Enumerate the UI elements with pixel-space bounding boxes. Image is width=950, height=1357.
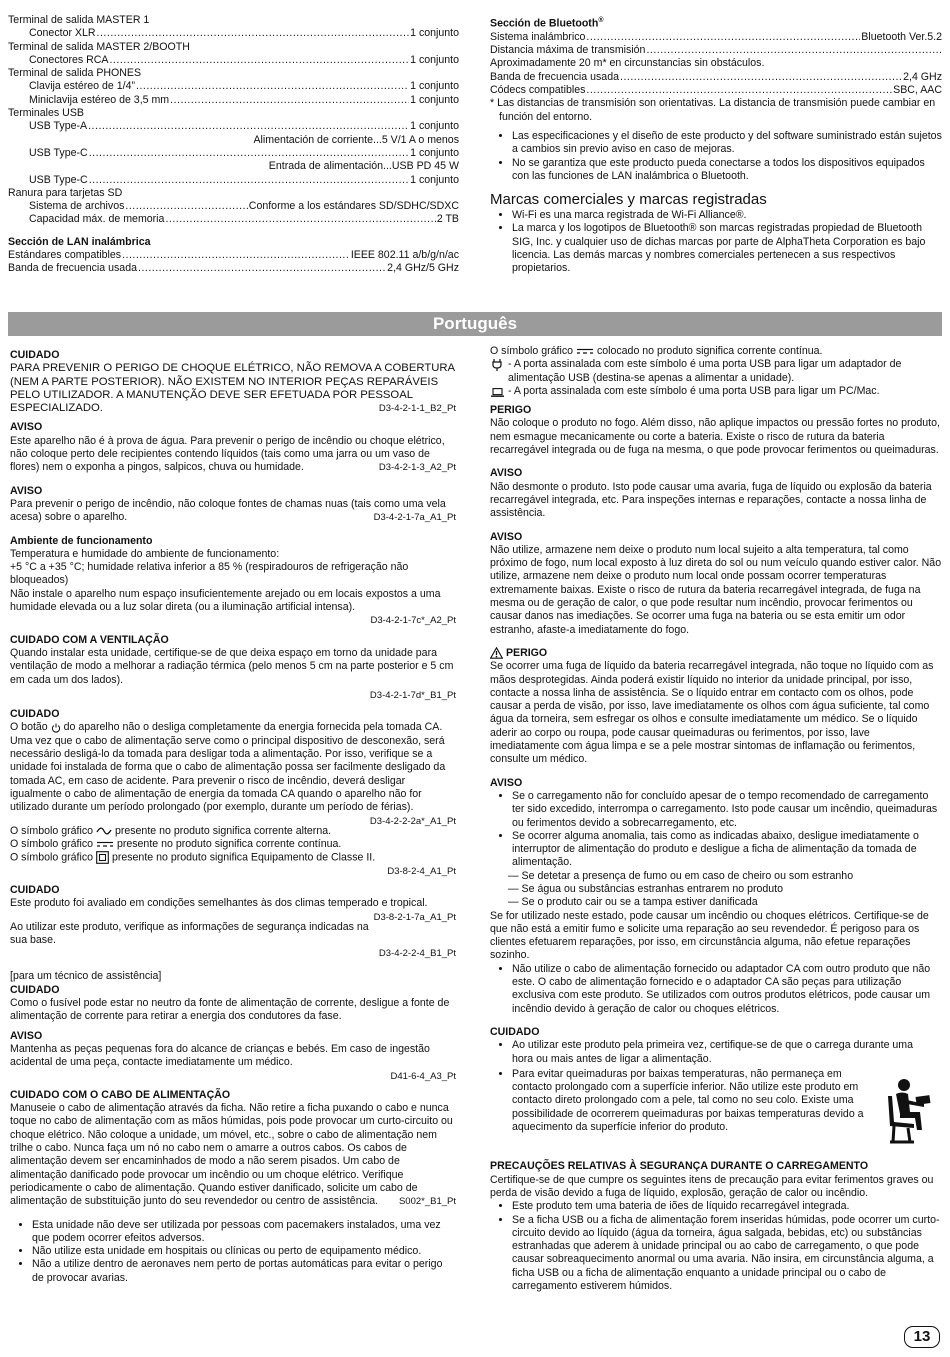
- notes-list: [490, 130, 942, 183]
- list-item: • Se o carregamento não for concluído apesar de o tempo recomendado de carregamento ter sido excedido, interrompa o carregamento. Isto pode causar um incêndio, queimaduras ou ferimentos devido a sobrecarregamento, etc.: [512, 790, 942, 830]
- spec-row: [8, 249, 459, 262]
- symbol-line: O símbolo gráfico colocado no produto significa corrente contínua.: [490, 345, 823, 357]
- spec-list-right: [490, 14, 942, 276]
- spec-label: Banda de frecuencia usada: [490, 70, 619, 83]
- list-item: • Esta unidade não deve ser utilizada por pessoas com pacemakers instalados, uma vez que podem ocorrer efeitos adversos.: [32, 1219, 456, 1246]
- spec-row: [8, 94, 459, 107]
- spec-value: 1 conjunto: [410, 27, 459, 40]
- warning-list: [490, 790, 942, 870]
- spec-value: Bluetooth Ver.5.2: [861, 30, 942, 43]
- warning-heading: AVISO: [490, 776, 523, 789]
- power-plug-icon: [492, 359, 502, 371]
- standby-icon: [51, 723, 61, 733]
- list-item: • Para evitar queimaduras por baixas temperaturas, não permaneça em contacto prolongado com a superfície inferior. Não utilize este produto em contacto direto prolongado com a pele, tal como no seu colo. Existe uma possibilidade de ocorrerem queimaduras por baixas temperaturas devido a aquecimento da superfície inferior do produto.: [512, 1068, 872, 1134]
- spec-list-left: [8, 14, 459, 276]
- service-note: [para um técnico de assistência]: [10, 970, 162, 983]
- caution-text: Como o fusível pode estar no neutro da fonte de alimentação de corrente, desligue a fonte de alimentação de corrente para retirar a energia dos condutores da fase.: [10, 997, 450, 1023]
- warning-heading: AVISO: [10, 1029, 43, 1042]
- spec-row: [8, 147, 459, 160]
- spec-group-label: Ranura para tarjetas SD: [8, 186, 123, 199]
- doc-code: D3-4-2-1-7c*_A2_Pt: [370, 615, 456, 627]
- spec-detail: Entrada de alimentación...USB PD 45 W: [268, 160, 459, 173]
- spec-value: 1 conjunto: [410, 146, 459, 159]
- leader-dots: [125, 200, 247, 213]
- charging-safety-text: Certifique-se de que cumpre os seguintes itens de precaução para evitar ferimentos graves ou perda de visão devido a fuga de líquido, explosão, geração de calor ou incêndio.: [490, 1173, 934, 1199]
- doc-code: D3-4-2-1-3_A2_Pt: [378, 462, 456, 474]
- power-cord-heading: CUIDADO COM O CABO DE ALIMENTAÇÃO: [10, 1088, 231, 1101]
- spec-value: 1 conjunto: [410, 120, 459, 133]
- spec-value: Aproximadamente 20 m* en circunstancias sin obstáculos.: [490, 57, 765, 70]
- trademarks-heading: Marcas comerciales y marcas registradas: [490, 191, 767, 209]
- spec-group-label: Terminal de salida MASTER 2/BOOTH: [8, 40, 190, 53]
- list-item: • La marca y los logotipos de Bluetooth® son marcas registradas propiedad de Bluetooth SIG, Inc. y cualquier uso de dichas marcas por parte de AlphaTheta Corporation es bajo licencia. Las demás marcas y nombres comerciales pertenecen a sus respectivos propietarios.: [512, 222, 942, 275]
- usb-power-port-note: - A porta assinalada com este símbolo é uma porta USB para ligar um adaptador de alimentação USB (destina-se apenas a alimentar a unidade).: [490, 358, 942, 385]
- spec-value: IEEE 802.11 a/b/g/n/ac: [350, 249, 459, 262]
- caution-heading: CUIDADO: [10, 349, 60, 361]
- list-item: • Las especificaciones y el diseño de este producto y del software suministrado están sujetos a cambios sin previo aviso en caso de mejoras.: [512, 130, 942, 157]
- spec-row: [8, 27, 459, 40]
- charging-safety-list: [490, 1200, 942, 1293]
- charging-safety-heading: PRECAUÇÕES RELATIVAS À SEGURANÇA DURANTE O CARREGAMENTO: [490, 1160, 869, 1173]
- trademarks-list: [490, 209, 942, 275]
- leader-dots: [165, 213, 435, 226]
- spec-label: Estándares compatibles: [8, 249, 122, 262]
- spec-label: Sistema de archivos: [29, 200, 125, 213]
- danger-text: Não coloque o produto no fogo. Além disso, não aplique impactos ou pressão fortes no produto, nem esmague mecanicamente ou corte a bateria. Existe o risco de rutura da bateria recarregável integrada ou de fuga na mesma, o que pode provocar ferimentos ou queimaduras.: [490, 417, 940, 457]
- spec-group-label: Terminal de salida PHONES: [8, 67, 142, 80]
- spec-value: 1 conjunto: [410, 173, 459, 186]
- footnote: * Las distancias de transmisión son orientativas. La distancia de transmisión puede cambiar en función del entorno.: [490, 97, 936, 123]
- spec-row: [8, 262, 459, 275]
- spec-value: 1 conjunto: [410, 53, 459, 66]
- spec-value: 1 conjunto: [410, 80, 459, 93]
- spec-label: Conector XLR: [29, 27, 96, 40]
- spec-group-label: Terminal de salida MASTER 1: [8, 14, 150, 26]
- spec-label: Códecs compatibles: [490, 84, 586, 97]
- warning-text: Não desmonte o produto. Isto pode causar uma avaria, fuga de líquido ou explosão da bateria recarregável integrada, etc. Para inspeções internas e reparações, contacte a nossa linha de assistência.: [490, 480, 932, 520]
- spec-row: [8, 80, 459, 93]
- doc-code: D3-4-2-2-4_B1_Pt: [378, 948, 456, 960]
- warning-heading: AVISO: [490, 530, 523, 543]
- warning-text: Mantenha as peças pequenas fora do alcance de crianças e bebés. Em caso de ingestão acidental de uma peça, contacte imediatamente um médico.: [10, 1042, 430, 1069]
- spec-group-label: Terminales USB: [8, 107, 84, 120]
- warning-text: Para prevenir o perigo de incêndio, não coloque fontes de chamas nuas (tais como uma vela acesa) sobre o aparelho. D3-4-2-1-7a_A1_Pt: [10, 497, 456, 524]
- warning-text: Este aparelho não é à prova de água. Para prevenir o perigo de incêndio ou choque elétrico, não coloque perto dele recipientes contendo líquidos (tais como uma jarra ou um vaso de flores) nem o exponha a pingos, salpicos, chuva ou humidade. D3-4-2-1-3_A2_Pt: [10, 434, 456, 474]
- spec-row: Distancia máxima de transmisión .....: [490, 44, 942, 57]
- spec-value: 2,4 GHz: [903, 70, 942, 83]
- ventilation-text: Quando instalar esta unidade, certifique-se de que deixa espaço em torno da unidade para ventilação de modo a melhorar a radiação térmica (pelo menos 5 cm na parte posterior e 5 cm em cada um dos lados).: [10, 646, 454, 686]
- caution-heading: CUIDADO: [10, 983, 60, 996]
- list-item: • Não utilize o cabo de alimentação fornecido ou adaptador CA com outro produto que não este. O cabo de alimentação fornecido e o adaptador CA são peças para utilização exclusiva com este produto. Se utilizados com outros produtos elétricos, pode causar um incêndio devido à geração de calor ou choques elétricos.: [512, 963, 942, 1016]
- spec-label: Clavija estéreo de 1/4”: [29, 80, 135, 93]
- leader-dots: [620, 71, 902, 84]
- spec-row: [8, 174, 459, 187]
- list-item: • Se ocorrer alguma anomalia, tais como as indicadas abaixo, desligue imediatamente o interruptor de alimentação do produto e desligue a ficha de alimentação da tomada de alimentação.: [512, 830, 942, 870]
- direct-current-icon: [96, 840, 114, 848]
- anomaly-list: [490, 870, 942, 910]
- doc-code: S002*_B1_Pt: [398, 1196, 456, 1208]
- doc-code: D3-8-2-4_A1_Pt: [387, 865, 456, 877]
- left-column: [10, 349, 456, 1285]
- warning-heading: AVISO: [490, 467, 523, 480]
- warning-triangle-icon: [490, 647, 503, 659]
- danger-text: Se ocorrer uma fuga de líquido da bateria recarregável integrada, não toque no líquido com as mãos desprotegidas. Ainda poderá existir líquido no interior da unidade principal, por isso, contacte a nossa linha de assistência. Se o líquido entrar em contacto com os olhos, pode causar a perda de visão, por isso, lave imediatamente os olhos com água suficiente, tal como água da torneira, sem esfregar os olhos e consulte imediatamente um médico. Se o líquido aderir ao corpo ou roupa, pode causar queimaduras ou ferimentos, por isso, lave imediatamente com água limpa e se a pele mostrar sintomas de inflamação ou ferimentos, consulte um médico.: [490, 660, 934, 766]
- caution-text: Este produto foi avaliado em condições semelhantes às dos climas temperado e tropical. D3-8-2-1-7a_A1_Pt: [10, 897, 456, 923]
- page-number: 13: [904, 1326, 940, 1348]
- spec-row: [490, 71, 942, 84]
- spec-value: 2,4 GHz/5 GHz: [387, 262, 459, 275]
- caution-text: PARA PREVENIR O PERIGO DE CHOQUE ELÉTRICO, NÃO REMOVA A COBERTURA (NEM A PARTE POSTERIOR). NÃO EXISTEM NO INTERIOR PEÇAS REPARÁVEIS PELO UTILIZADOR. A MANUTENÇÃO DEVE SER EFETUADA POR PESSOAL ESPECIALIZADO. D3-4-2-1-1_B2_Pt: [10, 362, 456, 415]
- leader-dots: [586, 84, 892, 97]
- language-banner: Português: [8, 312, 942, 336]
- dash-item: — Se água ou substâncias estranhas entrarem no produto: [508, 882, 784, 895]
- leader-dots: [122, 249, 350, 262]
- spec-row: [8, 213, 459, 226]
- leader-dots: [109, 54, 409, 67]
- doc-code: D41-6-4_A3_Pt: [390, 1070, 456, 1082]
- danger-heading: PERIGO: [490, 404, 532, 417]
- doc-code: D3-8-2-1-7a_A1_Pt: [373, 911, 456, 923]
- bluetooth-section-heading: Sección de Bluetooth®: [490, 17, 604, 30]
- list-item: • No se garantiza que este producto pueda conectarse a todos los dispositivos equipados con las funciones de LAN inalámbrica o Bluetooth.: [512, 157, 942, 184]
- doc-code: D3-4-2-1-7a_A1_Pt: [373, 512, 456, 524]
- spec-row: [8, 120, 459, 133]
- warning-heading: AVISO: [10, 484, 43, 497]
- doc-code: D3-4-2-1-7d*_B1_Pt: [369, 689, 456, 701]
- dash-item: — Se o produto cair ou se a tampa estiver danificada: [508, 896, 758, 909]
- ventilation-heading: CUIDADO COM A VENTILAÇÃO: [10, 633, 169, 646]
- caution-heading: CUIDADO: [10, 708, 60, 721]
- leader-dots: [89, 147, 409, 160]
- spec-label: USB Type-A: [29, 120, 88, 133]
- direct-current-icon: [576, 347, 594, 355]
- danger-heading: PERIGO: [490, 647, 942, 660]
- leader-dots: [88, 120, 409, 133]
- environment-text: Não instale o aparelho num espaço insuficientemente arejado ou em locais expostos a uma humidade elevada ou a luz solar direta (ou a iluminação artificial intensa).: [10, 587, 441, 614]
- symbol-line: O símbolo gráfico presente no produto significa corrente alterna.: [10, 824, 332, 837]
- warning-text: Se for utilizado neste estado, pode causar um incêndio ou choques elétricos. Certifique-se de que não está a emitir fumo e solicite uma reparação ao seu revendedor. É perigoso para os clientes efetuarem reparações, por isso, em circunstância alguma, não efetue reparações sozinho.: [490, 909, 929, 962]
- symbol-line: O símbolo gráfico presente no produto significa Equipamento de Classe II.: [10, 851, 376, 864]
- symbol-line: O símbolo gráfico presente no produto significa corrente contínua.: [10, 837, 342, 850]
- spec-label: Miniclavija estéreo de 3,5 mm: [29, 93, 170, 106]
- list-item: • Não a utilize dentro de aeronaves nem perto de portas automáticas para evitar o perigo de provocar avarias.: [32, 1258, 456, 1285]
- leader-dots: [97, 27, 410, 40]
- dash-item: — Se detetar a presença de fumo ou em caso de cheiro ou som estranho: [508, 869, 854, 882]
- class-ii-equipment-icon: [96, 851, 109, 864]
- spec-label: Banda de frecuencia usada: [8, 262, 137, 275]
- alternating-current-icon: [96, 827, 112, 835]
- right-column: [490, 345, 942, 1293]
- usb-pc-port-note: - A porta assinalada com este símbolo é uma porta USB para ligar um PC/Mac.: [490, 385, 942, 398]
- leader-dots: [586, 31, 860, 44]
- leader-dots: [138, 262, 386, 275]
- list-item: • Ao utilizar este produto pela primeira vez, certifique-se de que o carrega durante uma hora ou mais antes de ligar a alimentação.: [512, 1039, 942, 1066]
- list-item: • Este produto tem uma bateria de iões de líquido recarregável integrada.: [512, 1200, 942, 1213]
- spec-detail: Alimentación de corriente...5 V/1 A o menos: [253, 133, 459, 146]
- notes-list: [10, 1219, 456, 1285]
- doc-code: D3-4-2-2-2a*_A1_Pt: [369, 815, 456, 827]
- list-item: • Não utilize esta unidade em hospitais ou clínicas ou perto de equipamento médico.: [32, 1245, 456, 1258]
- spec-row: [490, 84, 942, 97]
- warning-heading: AVISO: [10, 421, 43, 434]
- spec-value: 2 TB: [436, 213, 459, 226]
- caution-list: [490, 1039, 942, 1134]
- leader-dots: [136, 80, 409, 93]
- caution-heading: CUIDADO: [10, 883, 60, 896]
- section-heading: Sección de LAN inalámbrica: [8, 235, 151, 248]
- spec-value: Conforme a los estándares SD/SDHC/SDXC: [248, 200, 459, 213]
- laptop-icon: [491, 388, 504, 397]
- environment-heading: Ambiente de funcionamento: [10, 534, 153, 547]
- seated-person-laptop-icon: [880, 1078, 936, 1144]
- spec-label: USB Type-C: [29, 146, 88, 159]
- spec-value: SBC, AAC: [893, 84, 942, 97]
- leader-dots: [89, 174, 409, 187]
- power-cord-text: Manuseie o cabo de alimentação através da ficha. Não retire a ficha puxando o cabo e nunca toque no cabo de alimentação com as mãos húmidas, pois pode provocar um curto-circuito ou choque elétrico. Não coloque a unidade, um móvel, etc., sobre o cabo de alimentação nem trilhe o cabo. Nunca faça um nó no cabo nem o amarre a outros cabos. Os cabos de alimentação devem ser encaminhados de modo a não serem pisados. Um cabo de alimentação danificado pode provocar um incêndio ou um choque elétrico. Verifique periodicamente o cabo de alimentação. Quando estiver danificado, solicite um cabo de alimentação de substituição junto do seu revendedor ou centro de assistência. S002*_B1_Pt: [10, 1102, 456, 1208]
- spec-row: [8, 200, 459, 213]
- caution-heading: CUIDADO: [490, 1025, 540, 1038]
- warning-text: Não utilize, armazene nem deixe o produto num local sujeito a alta temperatura, tal como próximo de fogo, num local exposto à luz direta do sol ou num veículo quando estiver calor. Não utilize, armazene nem deixe o produto num local onde possam ocorrer temperaturas extremamente baixas. Existe o risco de rutura da bateria recarregável integrada, de fuga na mesma ou de geração de calor, o que pode resultar num incêndio, provocar ferimentos ou causar danos nas imediações. Se ocorrer uma fuga na bateria ou se esta emitir um odor estranho, afaste-a imediatamente do fogo.: [490, 543, 942, 636]
- caution-text: O botão do aparelho não o desliga completamente da energia fornecida pela tomada CA. Uma vez que o cabo de alimentação serve como o principal dispositivo de desconexão, será necessário desligá-lo da tomada para desligar toda a alimentação. Por isso, verifique se a unidade foi instalada de forma que o cabo de alimentação possa ser facilmente desligado da tomada AC, em caso de acidente. Para prevenir o risco de incêndio, deverá desligar igualmente o cabo de alimentação de energia da tomada CA quando o aparelho não for utilizado durante um período prolongado (por exemplo, durante um período de férias). D3-4-2-2-2a*_A1_Pt: [10, 721, 456, 827]
- info-text: Ao utilizar este produto, verifique as informações de segurança indicadas na sua base.: [10, 920, 369, 946]
- spec-row: [8, 54, 459, 67]
- list-item: • Wi-Fi es una marca registrada de Wi-Fi Alliance®.: [512, 209, 942, 222]
- spec-label: USB Type-C: [29, 173, 88, 186]
- doc-code: D3-4-2-1-1_B2_Pt: [378, 403, 456, 415]
- warning-list: [490, 963, 942, 1016]
- spec-label: Conectores RCA: [29, 53, 109, 66]
- spec-row: [490, 31, 942, 44]
- leader-dots: [170, 94, 409, 107]
- spec-label: Capacidad máx. de memoria: [29, 213, 165, 226]
- spec-label: Sistema inalámbrico: [490, 30, 586, 43]
- environment-text: +5 °C a +35 °C; humidade relativa inferior a 85 % (respiradouros de refrigeração não bloqueados): [10, 561, 409, 587]
- environment-text: Temperatura e humidade do ambiente de funcionamento:: [10, 547, 280, 560]
- spec-value: 1 conjunto: [410, 93, 459, 106]
- list-item: • Se a ficha USB ou a ficha de alimentação forem inseridas húmidas, pode ocorrer um curto-circuito devido ao líquido (água da torneira, água salgada, bebidas, etc) ou substâncias estranhadas que aderem à unidade principal ou ao cabo de carregamento, o que pode causar sobreaquecimento anormal ou uma avaria. Não insira, em circunstância alguma, a ficha USB ou a ficha de alimentação enquanto a unidade principal ou o cabo de carregamento estiverem húmidos.: [512, 1214, 942, 1294]
